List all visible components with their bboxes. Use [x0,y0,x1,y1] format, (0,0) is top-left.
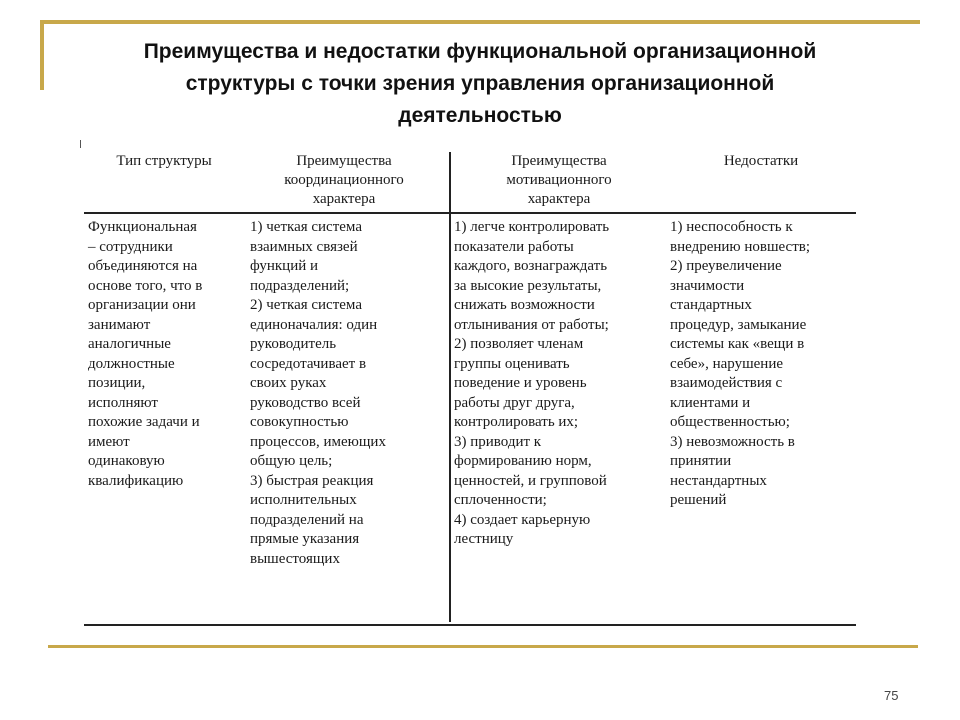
cell-line: общую цель; [250,453,333,469]
slide-frame-left-border [40,20,44,90]
cell-line: исполнительных [250,492,357,508]
comparison-table [84,146,856,626]
cell-line: значимости [670,277,745,294]
cell-line: одинаковую [88,453,165,469]
cell-line: занимают [88,316,151,333]
header-motivation-advantages [454,152,664,209]
cell-line: взаимных связей [250,238,358,255]
cell-line: 1) легче контролировать [454,219,610,235]
cell-line: группы оценивать [454,355,570,372]
cell-disadvantages [670,218,856,511]
header-text: Недостатки [723,153,799,169]
cell-line: клиентами и [670,394,751,411]
cell-line: позиции, [88,375,146,391]
cell-line: принятии [670,453,732,469]
cell-line: нестандартных [670,472,767,489]
cell-line: подразделений; [250,277,350,294]
header-coordination-advantages [246,152,442,209]
cell-line: аналогичные [88,336,171,352]
cell-structure-type [88,218,244,491]
cell-line: основе того, что в [88,277,203,294]
cell-line: своих руках [250,375,327,391]
cell-line: 3) быстрая реакция [250,472,374,489]
cell-line: подразделений на [250,511,364,528]
cell-line: объединяются на [88,258,198,274]
cell-line: формированию норм, [454,453,592,469]
cell-motivation-advantages [454,218,664,550]
cell-line: за высокие результаты, [454,277,602,294]
cell-line: стандартных [670,297,752,313]
cell-line: сплоченности; [454,492,547,508]
cell-line: 2) четкая система [250,297,362,313]
title-line-2: структуры с точки зрения управления организационной [185,72,775,95]
cell-line: общественностью; [670,414,790,430]
header-text: координационного [284,172,404,188]
cell-line: контролировать их; [454,414,579,430]
cell-coordination-advantages [250,218,446,569]
column-divider [449,152,451,622]
cell-line: имеют [88,433,130,450]
cell-line: работы друг друга, [454,394,575,411]
header-text: Тип структуры [116,153,212,169]
cell-line: 3) приводит к [454,433,542,450]
slide-frame-top-border [40,20,920,24]
cell-line: отлынивания от работы; [454,316,609,333]
cell-line: прямые указания [250,531,360,547]
cell-line: похожие задачи и [88,414,200,430]
cell-line: внедрению новшеств; [670,238,811,255]
cell-line: организации они [88,297,196,313]
cell-line: совокупностью [250,414,349,430]
cell-line: 1) четкая система [250,219,362,235]
page-title [80,36,880,132]
cell-line: 3) невозможность в [670,433,795,450]
header-disadvantages [666,152,856,171]
cell-line: процессов, имеющих [250,433,386,450]
cell-line: процедур, замыкание [670,316,807,333]
header-text: характера [527,191,591,207]
cell-line: – сотрудники [88,238,173,255]
table-bottom-border [84,624,856,626]
cell-line: единоначалия: один [250,316,378,333]
cell-line: Функциональная [88,219,197,235]
cell-line: системы как «вещи в [670,336,805,352]
cell-line: руководство всей [250,394,361,411]
cell-line: руководитель [250,336,337,352]
cell-line: 4) создает карьерную [454,511,591,528]
cell-line: исполняют [88,394,158,411]
header-text: Преимущества [296,153,392,169]
cell-line: должностные [88,355,175,372]
cell-line: взаимодействия с [670,375,783,391]
slide-frame-bottom-border [48,645,918,648]
cell-line: функций и [250,258,319,274]
cell-line: лестницу [454,531,514,547]
cell-line: снижать возможности [454,297,595,313]
cell-line: себе», нарушение [670,355,783,372]
header-text: характера [312,191,376,207]
cell-line: каждого, вознаграждать [454,258,608,274]
page-number: 75 [884,688,899,703]
cell-line: 2) позволяет членам [454,336,584,352]
title-line-3: деятельностью [398,104,562,127]
cell-line: 2) преувеличение [670,258,782,274]
cell-line: ценностей, и групповой [454,472,607,489]
cell-line: сосредотачивает в [250,355,367,372]
scan-mark [80,140,81,148]
cell-line: показатели работы [454,238,574,255]
header-text: Преимущества [511,153,607,169]
cell-line: 1) неспособность к [670,219,793,235]
cell-line: квалификацию [88,472,184,489]
header-structure-type [84,152,244,171]
header-divider [84,212,856,214]
header-text: мотивационного [506,172,612,188]
cell-line: решений [670,492,727,508]
cell-line: поведение и уровень [454,375,587,391]
title-line-1: Преимущества и недостатки функциональной организационной [143,40,817,63]
cell-line: вышестоящих [250,550,340,567]
